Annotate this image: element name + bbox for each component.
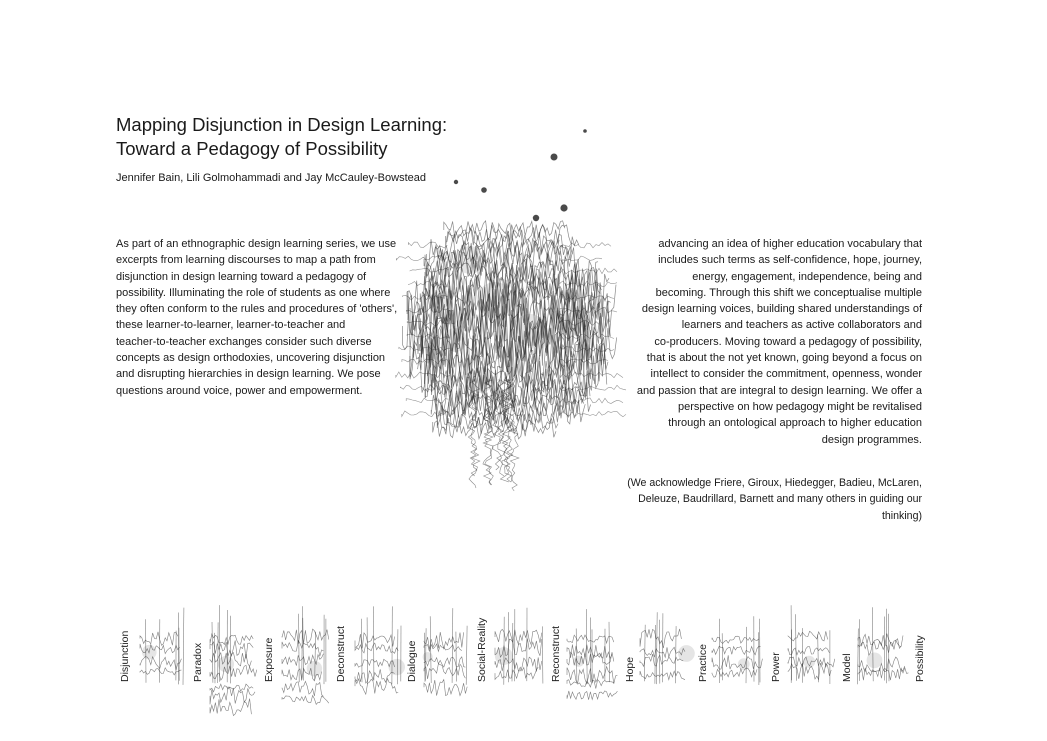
keyword-practice: Practice	[697, 644, 709, 682]
ink-stroke	[504, 380, 513, 482]
ink-stroke	[215, 633, 216, 683]
ink-stroke	[712, 668, 757, 677]
ink-stroke	[424, 680, 467, 696]
text-line: energy, engagement, independence, being and	[692, 270, 922, 283]
ink-stroke	[282, 641, 323, 657]
ack-line: Deleuze, Baudrillard, Barnett and many others in guiding our	[638, 493, 922, 506]
ink-dot	[389, 659, 405, 675]
ink-dot	[514, 314, 546, 346]
ink-stroke	[484, 380, 493, 485]
ink-stroke	[502, 380, 512, 482]
ink-stroke	[858, 668, 908, 681]
text-line: advancing an idea of higher education vocabulary that	[658, 238, 922, 250]
ink-stroke	[567, 680, 614, 689]
ink-stroke	[355, 659, 395, 667]
ink-stroke	[426, 380, 591, 415]
text-line: and disrupting hierarchies in design learning. We pose	[116, 368, 381, 381]
ink-stroke	[140, 668, 181, 675]
ink-stroke	[712, 646, 761, 655]
text-line: becoming. Through this shift we conceptualise multiple	[655, 286, 922, 299]
text-line: and passion that are integral to design learning. We offer a	[636, 384, 922, 397]
keyword-reconstruct: Reconstruct	[550, 625, 562, 682]
ink-stroke	[788, 663, 831, 679]
ink-stroke	[397, 629, 398, 684]
ink-stroke	[495, 639, 542, 658]
ink-stroke	[210, 699, 251, 716]
ink-stroke	[433, 261, 600, 305]
text-line: through an ontological approach to higher education	[668, 417, 922, 430]
ink-dot	[218, 656, 234, 672]
ink-stroke	[210, 665, 257, 680]
ink-stroke	[429, 267, 601, 314]
ink-stroke	[421, 306, 610, 369]
ink-stroke	[644, 625, 645, 682]
ink-dot	[803, 656, 815, 668]
ink-stroke	[510, 380, 519, 491]
ink-stroke	[483, 380, 493, 485]
ink-stroke	[542, 626, 543, 683]
ink-stroke	[497, 380, 506, 476]
keyword-deconstruct: Deconstruct	[335, 625, 347, 682]
ink-stroke	[447, 229, 559, 254]
ink-stroke	[433, 410, 558, 434]
ink-stroke	[818, 634, 819, 682]
keyword-power: Power	[770, 652, 782, 682]
ink-stroke	[425, 628, 426, 680]
abstract-right-column	[590, 236, 922, 448]
keyword-paradox: Paradox	[192, 642, 204, 682]
ink-stroke	[567, 667, 617, 684]
ink-stroke	[282, 668, 322, 681]
ack-line: thinking)	[881, 509, 922, 522]
ink-stroke	[746, 627, 747, 683]
text-line: excerpts from learning discourses to map a path from	[116, 254, 376, 267]
ink-dot	[495, 647, 513, 665]
ink-stroke	[858, 641, 901, 656]
ink-stroke	[640, 647, 685, 657]
text-line: co-producers. Moving toward a pedagogy of possibility,	[654, 335, 922, 348]
ink-stroke	[355, 643, 398, 653]
ink-stroke	[712, 655, 762, 669]
ink-stroke	[431, 394, 585, 425]
ink-stroke	[858, 657, 905, 672]
ink-stroke	[315, 632, 316, 681]
ink-stroke	[640, 629, 681, 648]
ink-dot	[481, 187, 487, 193]
ink-stroke	[210, 684, 253, 692]
authors: Jennifer Bain, Lili Golmohammadi and Jay McCauley-Bowstead	[116, 172, 426, 184]
ink-dot	[560, 204, 567, 211]
text-line: perspective on how pedagogy might be revitalised	[678, 400, 922, 413]
text-line: these learner-to-learner, learner-to-teacher and	[116, 319, 346, 332]
ink-dot	[678, 645, 695, 662]
ink-stroke	[303, 618, 304, 681]
ink-stroke	[675, 626, 676, 683]
ink-stroke	[888, 614, 889, 682]
ink-dot	[867, 652, 883, 668]
ink-stroke	[425, 243, 572, 277]
ink-stroke	[858, 629, 859, 685]
ink-stroke	[435, 365, 593, 407]
ink-stroke	[456, 632, 457, 682]
ink-stroke	[210, 634, 253, 645]
ink-stroke	[586, 609, 587, 684]
ink-stroke	[567, 691, 617, 700]
ink-stroke	[471, 380, 480, 476]
ink-stroke	[432, 358, 590, 403]
ink-stroke	[796, 614, 797, 681]
ink-stroke	[436, 387, 583, 421]
ink-stroke	[302, 606, 303, 680]
ink-dot	[738, 658, 750, 670]
ink-stroke	[512, 623, 513, 681]
ink-dot	[443, 328, 467, 352]
ink-stroke	[567, 645, 612, 659]
ink-stroke	[402, 411, 450, 417]
ink-stroke	[212, 622, 213, 683]
text-line: teacher-to-teacher exchanges consider such diverse	[116, 335, 372, 348]
ink-stroke	[210, 687, 255, 705]
text-line: includes such terms as self-confidence, hope, journey,	[658, 254, 922, 267]
ink-dot	[456, 246, 484, 274]
ink-stroke	[567, 635, 614, 643]
ink-dot	[583, 129, 587, 133]
keyword-possibility: Possibility	[914, 635, 926, 682]
ink-stroke	[656, 612, 657, 684]
ink-dot	[454, 180, 458, 184]
ink-stroke	[655, 625, 656, 684]
ink-stroke	[282, 629, 329, 644]
ink-stroke	[426, 271, 609, 321]
ink-stroke	[567, 652, 614, 665]
text-line: they often conform to the rules and procedures of 'others',	[116, 303, 398, 316]
ink-dot	[467, 367, 493, 393]
ink-stroke	[425, 350, 590, 398]
ink-stroke	[424, 632, 464, 649]
ink-stroke	[425, 252, 577, 292]
text-line: As part of an ethnographic design learning series, we use	[116, 238, 397, 250]
ink-stroke	[495, 667, 538, 679]
ink-dot	[307, 661, 322, 676]
ink-dot	[550, 310, 570, 330]
ink-stroke	[791, 605, 792, 680]
ink-stroke	[432, 374, 571, 411]
title-line-2: Toward a Pedagogy of Possibility	[116, 138, 388, 159]
ink-stroke	[210, 653, 251, 667]
ink-stroke	[609, 622, 610, 682]
ink-dot	[533, 215, 539, 221]
ink-stroke	[424, 335, 587, 388]
keyword-social-reality: Social-Reality	[476, 617, 488, 682]
ink-stroke	[299, 614, 300, 682]
text-line: concepts as design orthodoxies, uncovering disjunction	[116, 352, 386, 365]
ink-stroke	[430, 616, 431, 683]
text-line: that is about the not yet known, going beyond a focus on	[646, 352, 922, 365]
keyword-disjunction: Disjunction	[119, 630, 131, 682]
ink-dot	[573, 656, 584, 667]
ink-stroke	[495, 657, 542, 671]
ink-stroke	[140, 657, 181, 670]
text-line: intellect to consider the commitment, openness, wonder	[650, 368, 922, 381]
ink-stroke	[640, 671, 685, 680]
ink-stroke	[427, 239, 563, 269]
keyword-dialogue: Dialogue	[406, 640, 418, 682]
text-line: design learning voices, building shared understandings of	[641, 303, 922, 316]
keyword-model: Model	[841, 653, 853, 682]
ink-dot	[551, 154, 558, 161]
title-line-1: Mapping Disjunction in Design Learning:	[116, 114, 448, 135]
ink-stroke	[373, 606, 374, 680]
ink-stroke	[576, 629, 577, 683]
ink-stroke	[444, 221, 565, 240]
ink-stroke	[424, 664, 465, 679]
ink-stroke	[640, 654, 683, 666]
text-line: questions around voice, power and empowerment.	[116, 384, 363, 397]
ink-stroke	[282, 681, 323, 696]
ink-stroke	[355, 633, 395, 649]
ink-stroke	[872, 607, 873, 681]
ink-stroke	[282, 696, 329, 705]
ink-stroke	[282, 654, 323, 666]
ink-stroke	[495, 629, 542, 644]
ink-stroke	[424, 633, 425, 682]
ink-stroke	[433, 257, 598, 299]
ink-stroke	[420, 313, 603, 375]
ink-dot	[142, 645, 157, 660]
ink-stroke	[466, 626, 467, 685]
text-line: learners and teachers as active collaborators and	[681, 319, 922, 332]
ink-stroke	[424, 247, 578, 283]
abstract-left-column	[116, 236, 446, 399]
text-line: disjunction in design learning toward a pedagogy of	[116, 270, 367, 283]
ink-stroke	[183, 608, 184, 685]
ink-stroke	[452, 608, 453, 683]
ink-stroke	[441, 402, 566, 431]
keyword-hope: Hope	[624, 656, 636, 682]
keyword-exposure: Exposure	[263, 637, 275, 682]
text-line: design programmes.	[821, 433, 922, 446]
ink-stroke	[367, 617, 368, 684]
acknowledgement	[590, 475, 922, 524]
ink-stroke	[788, 657, 835, 667]
ink-stroke	[858, 634, 903, 649]
ink-stroke	[355, 679, 398, 695]
ack-line: (We acknowledge Friere, Giroux, Hiedegger, Badieu, McLaren,	[627, 477, 922, 489]
ink-dot	[423, 652, 433, 662]
ink-stroke	[446, 225, 571, 248]
ink-stroke	[493, 380, 502, 470]
ink-stroke	[500, 380, 510, 482]
ink-stroke	[210, 641, 253, 659]
ink-stroke	[437, 417, 556, 439]
text-line: possibility. Illuminating the role of students as one where	[116, 286, 391, 299]
ink-stroke	[712, 636, 759, 643]
ink-stroke	[140, 644, 180, 654]
page-title	[116, 113, 447, 161]
ink-stroke	[424, 644, 462, 652]
ink-stroke	[355, 669, 395, 683]
ink-stroke	[140, 632, 178, 646]
ink-stroke	[424, 657, 465, 667]
ink-stroke	[788, 631, 828, 641]
ink-stroke	[468, 380, 477, 488]
ink-stroke	[788, 647, 829, 655]
ink-dot	[477, 282, 513, 318]
ink-stroke	[438, 234, 579, 262]
